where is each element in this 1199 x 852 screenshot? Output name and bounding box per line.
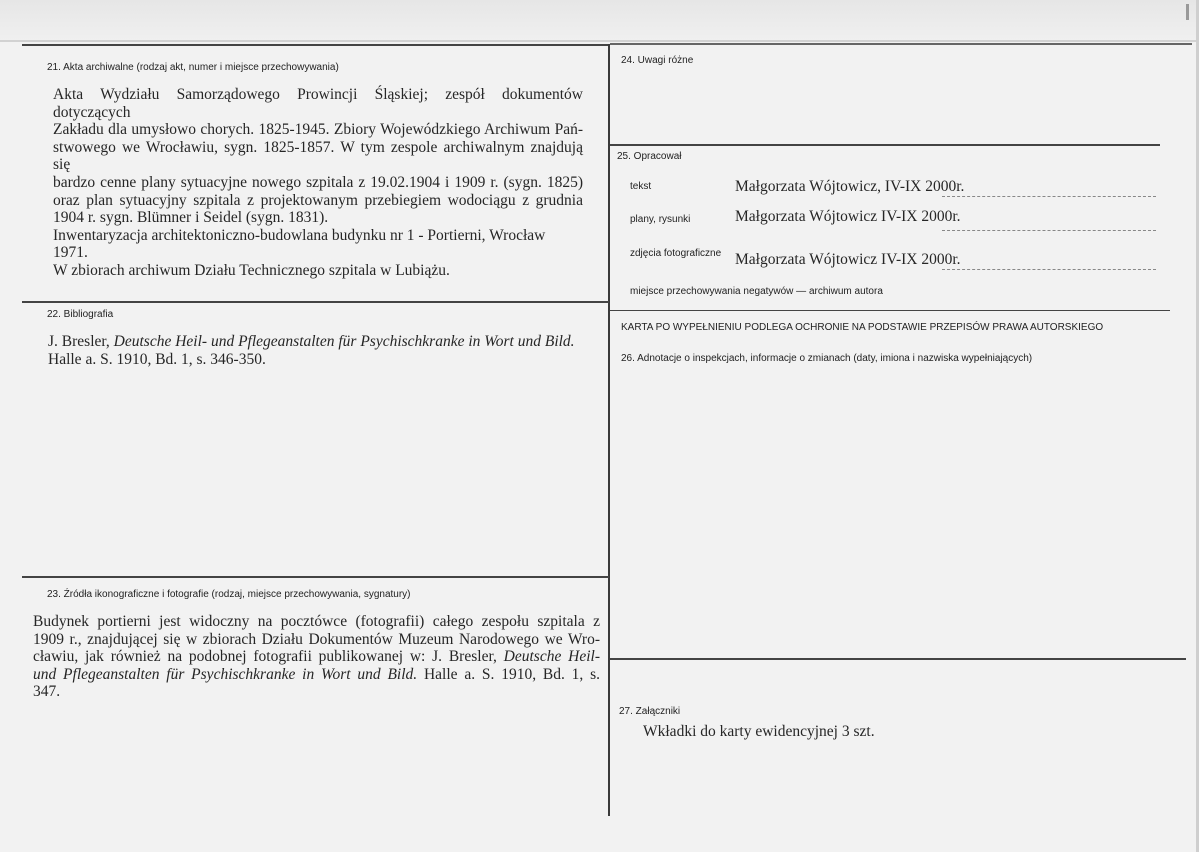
section-27-label: 27. Załączniki <box>619 706 681 717</box>
dotted-line <box>942 269 1156 270</box>
text-line: stwowego we Wrocławiu, sygn. 1825-1857. W tym zespole archiwalnym znajdują się <box>53 138 583 174</box>
text-segment: cławiu, jak również na podobnej fotografii publikowanej w: J. Bresler, <box>33 648 504 666</box>
divider-22-23 <box>22 576 609 578</box>
text-line: Budynek portierni jest widoczny na pocztówce (fotografii) całego zespołu szpitala z <box>33 613 600 630</box>
text-line: bardzo cenne plany sytuacyjne nowego szpitala z 19.02.1904 i 1909 r. (sygn. 1825) <box>53 173 583 191</box>
divider-26-27 <box>610 658 1186 660</box>
author-row-label: tekst <box>630 181 652 192</box>
bibliography-author: J. Bresler, <box>48 333 114 350</box>
section-25-label: 25. Opracował <box>617 151 682 162</box>
text-line: 1904 r. sygn. Blümner i Seidel (sygn. 1831). <box>53 209 329 227</box>
italic-title-part: und Pflegeanstalten für Psychischkranke in Wort und Bild. <box>33 665 418 683</box>
text-line: 1909 r., znajdującej się w zbiorach Działu Dokumentów Muzeum Narodowego we Wro- <box>33 630 600 648</box>
bibliography-title: Deutsche Heil- und Pflegeanstalten für Psychischkranke in Wort und Bild. <box>113 333 575 350</box>
section-22-label: 22. Bibliografia <box>47 309 114 320</box>
section-27-value: Wkładki do karty ewidencyjnej 3 szt. <box>643 723 875 740</box>
italic-title-part: Deutsche Heil- <box>503 648 600 666</box>
column-divider <box>608 44 610 816</box>
negatives-storage: miejsce przechowywania negatywów — archiwum autora <box>630 286 883 297</box>
section-26-label: 26. Adnotacje o inspekcjach, informacje o zmianach (daty, imiona i nazwiska wypełniających) <box>621 353 1033 364</box>
text-line: Akta Wydziału Samorządowego Prowincji Śląskiej; zespół dokumentów dotyczących <box>53 86 583 121</box>
divider-25-notice <box>610 310 1170 311</box>
dotted-line <box>942 196 1156 197</box>
top-rule-right <box>610 43 1192 45</box>
text-line: W zbiorach archiwum Działu Technicznego szpitala w Lubiążu. <box>53 261 450 279</box>
section-23-label: 23. Źródła ikonograficzne i fotografie (rodzaj, miejsce przechowywania, sygnatury) <box>47 589 411 600</box>
author-row-value: Małgorzata Wójtowicz IV-IX 2000r. <box>735 251 961 268</box>
section-21-label: 21. Akta archiwalne (rodzaj akt, numer i miejsce przechowywania) <box>47 62 339 73</box>
section-23-text <box>33 613 600 701</box>
text-line <box>33 666 600 684</box>
section-22-text <box>48 333 593 368</box>
text-line: Zakładu dla umysłowo chorych. 1825-1945. Zbiory Wojewódzkiego Archiwum Pań- <box>53 121 583 139</box>
scan-mark <box>1186 4 1189 20</box>
author-row-value: Małgorzata Wójtowicz IV-IX 2000r. <box>735 208 961 225</box>
text-line: Inwentaryzacja architektoniczno-budowlana budynku nr 1 - Portierni, Wrocław 1971. <box>53 226 546 262</box>
copyright-notice: KARTA PO WYPEŁNIENIU PODLEGA OCHRONIE NA PODSTAWIE PRZEPISÓW PRAWA AUTORSKIEGO <box>621 322 1104 333</box>
author-row-label: zdjęcia fotograficzne <box>630 248 722 259</box>
text-line: 347. <box>33 683 61 701</box>
bibliography-publication: Halle a. S. 1910, Bd. 1, s. 346-350. <box>48 350 266 368</box>
divider-21-22 <box>22 301 609 303</box>
top-rule-left <box>22 44 610 46</box>
author-row-value: Małgorzata Wójtowicz, IV-IX 2000r. <box>735 178 965 195</box>
divider-24-25 <box>610 144 1160 146</box>
text-line <box>33 648 600 666</box>
text-line: oraz plan sytuacyjny szpitala z projektowanym przebiegiem wodociągu z grudnia <box>53 191 583 209</box>
author-row-label: plany, rysunki <box>630 214 691 225</box>
section-21-text <box>53 86 583 280</box>
section-24-label: 24. Uwagi różne <box>621 55 694 66</box>
dotted-line <box>942 230 1156 231</box>
text-segment: Halle a. S. 1910, Bd. 1, s. <box>417 665 600 683</box>
scan-top-margin <box>0 0 1199 41</box>
